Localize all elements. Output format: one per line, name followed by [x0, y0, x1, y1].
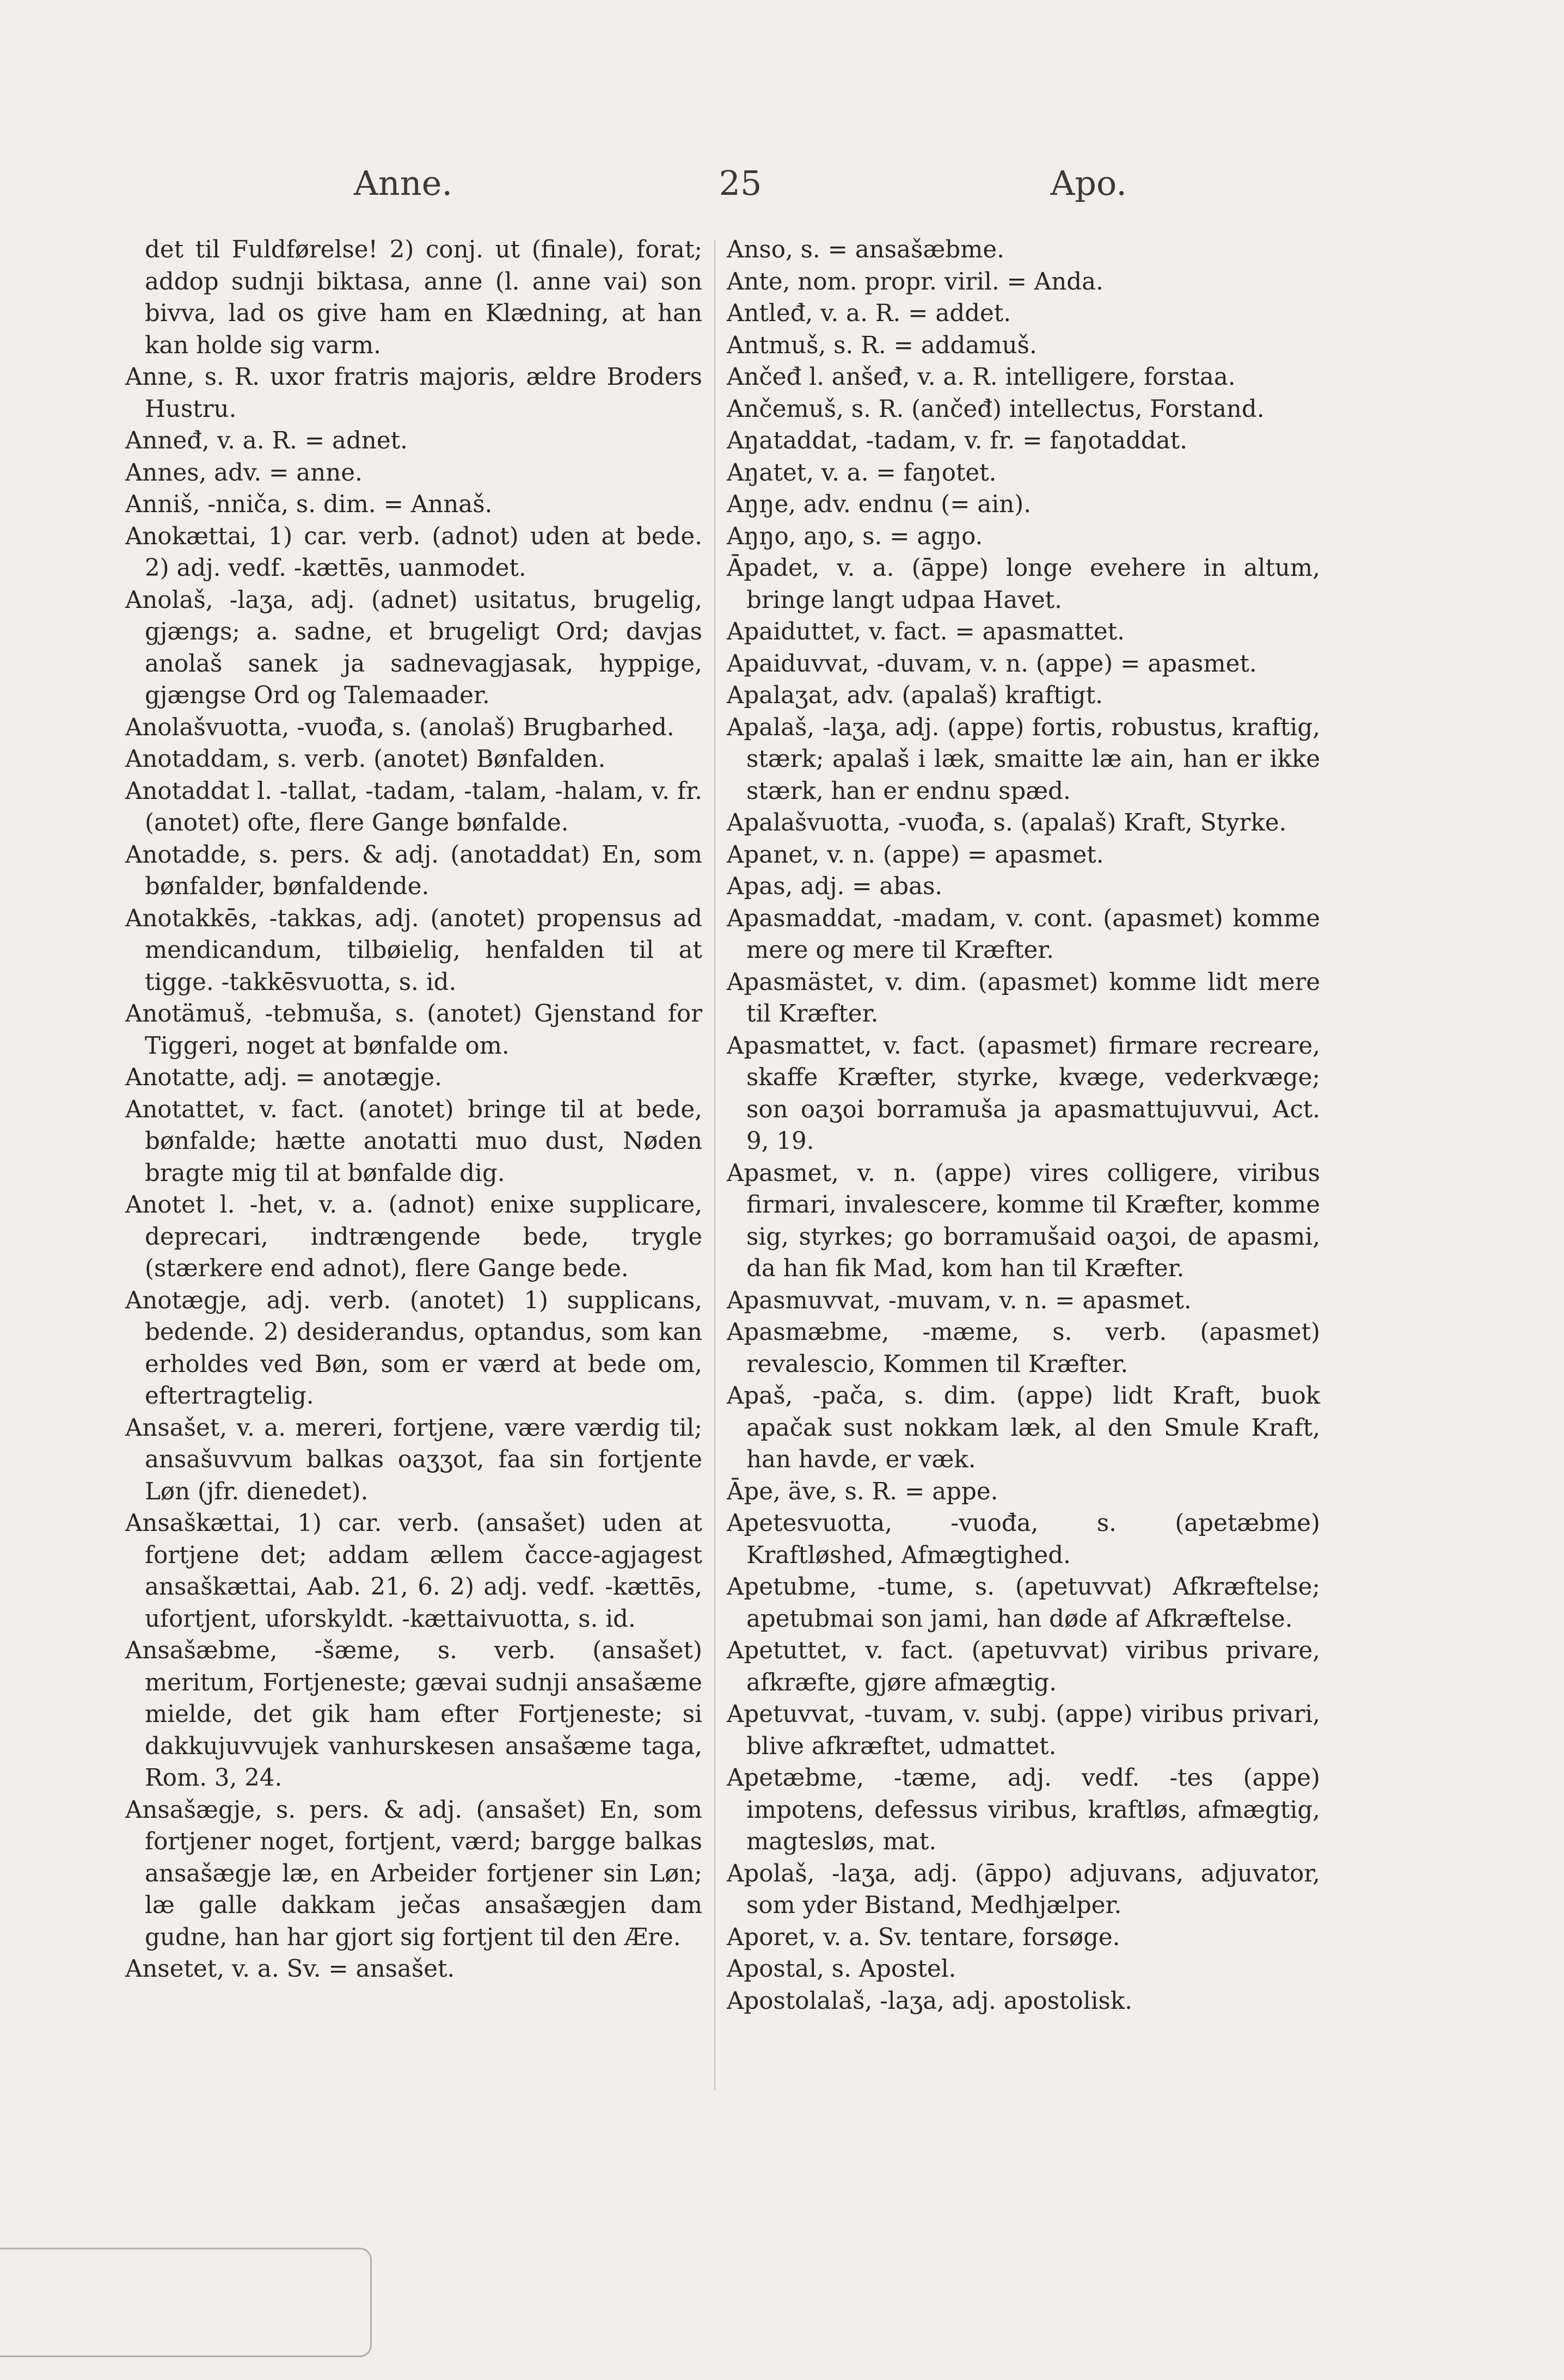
dictionary-entry: Apalašvuotta, -vuođa, s. (apalaš) Kraft, Styrke.: [727, 809, 1287, 837]
dictionary-entry: Anotämuš, -tebmuša, s. (anotet) Gjenstand for Tiggeri, noget at bønfalde om.: [125, 1000, 702, 1060]
dictionary-entry: Anotatte, adj. = anotægje.: [125, 1064, 443, 1091]
dictionary-entry: Apostal, s. Apostel.: [727, 1955, 956, 1983]
dictionary-entry: Ansaškættai, 1) car. verb. (ansašet) uden at fortjene det; addam ællem čacce-agjagest ansaškættai, Aab. 21, 6. 2) adj. vedf. -kættēs, ufortjent, uforskyldt. -kættaivuotta, s. id.: [125, 1510, 702, 1633]
dictionary-entry: Apalaš, -laʒa, adj. (appe) fortis, robustus, kraftig, stærk; apalaš i læk, smaitte læ ain, han er ikke stærk, han er endnu spæd.: [727, 714, 1320, 805]
dictionary-entry: Anso, s. = ansašæbme.: [727, 236, 1004, 263]
header-right-guideword: Apo.: [1050, 163, 1127, 203]
left-column: [125, 234, 702, 1985]
dictionary-entry: Aŋatet, v. a. = faŋotet.: [727, 459, 997, 487]
dictionary-entry: Apetuttet, v. fact. (apetuvvat) viribus privare, afkræfte, gjøre afmægtig.: [727, 1637, 1320, 1696]
dictionary-entry: Anolaš, -laʒa, adj. (adnet) usitatus, brugelig, gjængs; a. sadne, et brugeligt Ord; davjas anolaš sanek ja sadnevagjasak, hyppige, gjængse Ord og Talemaader.: [125, 586, 702, 709]
dictionary-entry: Apasmuvvat, -muvam, v. n. = apasmet.: [727, 1287, 1192, 1314]
dictionary-entry: Āpe, äve, s. R. = appe.: [727, 1478, 998, 1505]
dictionary-entry: Apolaš, -laʒa, adj. (āppo) adjuvans, adjuvator, som yder Bistand, Medhjælper.: [727, 1860, 1320, 1919]
dictionary-entry: Anokættai, 1) car. verb. (adnot) uden at bede. 2) adj. vedf. -kættēs, uanmodet.: [125, 522, 702, 582]
dictionary-entry: Ansašet, v. a. mereri, fortjene, være værdig til; ansašuvvum balkas oaʒʒot, faa sin fortjente Løn (jfr. dienedet).: [125, 1414, 702, 1505]
page-number: 25: [719, 163, 762, 203]
dictionary-entry: Anotadde, s. pers. & adj. (anotaddat) En, som bønfalder, bønfaldende.: [125, 841, 702, 900]
dictionary-entry: Apasmästet, v. dim. (apasmet) komme lidt mere til Kræfter.: [727, 968, 1320, 1028]
dictionary-entry: Āpadet, v. a. (āppe) longe evehere in altum, bringe langt udpaa Havet.: [727, 555, 1320, 614]
dictionary-entry: Anotattet, v. fact. (anotet) bringe til at bede, bønfalde; hætte anotatti muo dust, Nøden bragte mig til at bønfalde dig.: [125, 1096, 702, 1187]
dictionary-entry: Anolašvuotta, -vuođa, s. (anolaš) Brugbarhed.: [125, 714, 674, 741]
dictionary-entry: Anotakkēs, -takkas, adj. (anotet) propensus ad mendicandum, tilbøielig, henfalden til at tigge. -takkēsvuotta, s. id.: [125, 905, 702, 996]
dictionary-entry: Apasmæbme, -mæme, s. verb. (apasmet) revalescio, Kommen til Kræfter.: [727, 1319, 1320, 1378]
dictionary-entry: Apetuvvat, -tuvam, v. subj. (appe) viribus privari, blive afkræftet, udmattet.: [727, 1701, 1320, 1760]
dictionary-entry: Apaš, -pača, s. dim. (appe) lidt Kraft, buok apačak sust nokkam læk, al den Smule Kraft, han havde, er væk.: [727, 1382, 1320, 1473]
dictionary-entry: det til Fuldførelse! 2) conj. ut (finale), forat; addop sudnji biktasa, anne (l. anne vai) son bivva, lad os give ham en Klædning, at han kan holde sig varm.: [145, 236, 702, 359]
dictionary-entry: Ančemuš, s. R. (ančeđ) intellectus, Forstand.: [727, 395, 1265, 423]
page-tab-outline: [0, 2248, 372, 2357]
dictionary-entry: Ansašægje, s. pers. & adj. (ansašet) En, som fortjener noget, fortjent, værd; bargge balkas ansašægje læ, en Arbeider fortjener sin Løn; læ galle dakkam ječas ansašægjen dam gudne, han har gjort sig fortjent til den Ære.: [125, 1796, 702, 1951]
dictionary-entry: Apostolalaš, -laʒa, adj. apostolisk.: [727, 1987, 1133, 2015]
dictionary-entry: Anotaddat l. -tallat, -tadam, -talam, -halam, v. fr. (anotet) ofte, flere Gange bønfalde.: [125, 777, 702, 837]
dictionary-entry: Apalaʒat, adv. (apalaš) kraftigt.: [727, 682, 1103, 709]
dictionary-entry: Anotægje, adj. verb. (anotet) 1) supplicans, bedende. 2) desiderandus, optandus, som kan erholdes ved Bøn, som er værd at bede om, eftertragtelig.: [125, 1287, 702, 1410]
dictionary-entry: Apanet, v. n. (appe) = apasmet.: [727, 841, 1104, 869]
dictionary-entry: Apasmet, v. n. (appe) vires colligere, viribus firmari, invalescere, komme til Kræfter, komme sig, styrkes; go borramušaid oaʒoi, de apasmi, da han fik Mad, kom han til Kræfter.: [727, 1159, 1320, 1282]
dictionary-entry: Aŋŋo, aŋo, s. = agŋo.: [727, 522, 983, 550]
dictionary-entry: Apaiduttet, v. fact. = apasmattet.: [727, 618, 1125, 645]
dictionary-entry: Antmuš, s. R. = addamuš.: [727, 331, 1037, 359]
dictionary-entry: Antleđ, v. a. R. = addet.: [727, 300, 1011, 327]
dictionary-entry: Apasmattet, v. fact. (apasmet) firmare recreare, skaffe Kræfter, styrke, kvæge, vederkvæge; son oaʒoi borramuša ja apasmattujuvvui, Act. 9, 19.: [727, 1032, 1320, 1155]
dictionary-entry: Ančeđ l. anšeđ, v. a. R. intelligere, forstaa.: [727, 364, 1236, 391]
dictionary-entry: Apaiduvvat, -duvam, v. n. (appe) = apasmet.: [727, 650, 1257, 678]
dictionary-entry: Aporet, v. a. Sv. tentare, forsøge.: [727, 1923, 1120, 1951]
dictionary-entry: Ante, nom. propr. viril. = Anda.: [727, 268, 1103, 296]
right-column: [727, 234, 1320, 2017]
dictionary-entry: Anotet l. -het, v. a. (adnot) enixe supplicare, deprecari, indtrængende bede, trygle (stærkere end adnot), flere Gange bede.: [125, 1191, 702, 1282]
dictionary-entry: Apas, adj. = abas.: [727, 873, 943, 900]
dictionary-entry: Ansetet, v. a. Sv. = ansašet.: [125, 1955, 455, 1983]
dictionary-entry: Aŋataddat, -tadam, v. fr. = faŋotaddat.: [727, 427, 1188, 454]
dictionary-entry: Ansašæbme, -šæme, s. verb. (ansašet) meritum, Fortjeneste; gævai sudnji ansašæme mielde, det gik ham efter Fortjeneste; si dakkujuvvujek vanhurskesen ansašæme taga, Rom. 3, 24.: [125, 1637, 702, 1792]
header-left-guideword: Anne.: [354, 163, 453, 203]
dictionary-entry: Apetesvuotta, -vuođa, s. (apetæbme) Kraftløshed, Afmægtighed.: [727, 1510, 1320, 1569]
dictionary-entry: Aŋŋe, adv. endnu (= ain).: [727, 491, 1032, 518]
dictionary-entry: Anne, s. R. uxor fratris majoris, ældre Broders Hustru.: [125, 364, 702, 423]
dictionary-entry: Annes, adv. = anne.: [125, 459, 363, 487]
dictionary-entry: Anneđ, v. a. R. = adnet.: [125, 427, 408, 454]
running-header: [354, 163, 1127, 212]
dictionary-entry: Anniš, -nniča, s. dim. = Annaš.: [125, 491, 493, 518]
dictionary-entry: Anotaddam, s. verb. (anotet) Bønfalden.: [125, 746, 606, 773]
dictionary-entry: Apetubme, -tume, s. (apetuvvat) Afkræftelse; apetubmai son jami, han døde af Afkræftelse.: [727, 1573, 1320, 1633]
column-divider: [714, 239, 715, 2090]
dictionary-entry: Apetæbme, -tæme, adj. vedf. -tes (appe) impotens, defessus viribus, kraftløs, afmægtig, magtesløs, mat.: [727, 1764, 1320, 1855]
dictionary-entry: Apasmaddat, -madam, v. cont. (apasmet) komme mere og mere til Kræfter.: [727, 905, 1320, 964]
